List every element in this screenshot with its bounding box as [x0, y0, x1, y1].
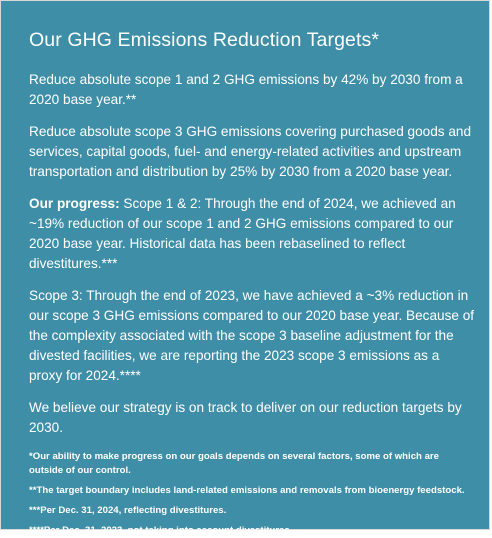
progress-scope-1-2-text: Scope 1 & 2: Through the end of 2024, we achieved an ~19% reduction of our scope 1 and 2 GHG emissions compared to our 2020 base year. Historical data has been rebaselined to reflect divestitures.***	[29, 196, 456, 271]
progress-label: Our progress:	[29, 196, 120, 211]
panel-title: Our GHG Emissions Reduction Targets*	[29, 29, 380, 51]
target-scope-1-2: Reduce absolute scope 1 and 2 GHG emissions by 42% by 2030 from a 2020 base year.**	[29, 72, 463, 107]
footnote: ****Per Dec. 31, 2023, not taking into account divestitures.	[29, 525, 293, 536]
footnote: **The target boundary includes land-related emissions and removals from bioenergy feedstock.	[29, 485, 465, 496]
outlook-statement: We believe our strategy is on track to deliver on our reduction targets by 2030.	[29, 400, 462, 435]
footnotes	[29, 450, 475, 538]
footnote: *Our ability to make progress on our goals depends on several factors, some of which are outside of our control.	[29, 451, 439, 476]
progress-scope-3: Scope 3: Through the end of 2023, we have achieved a ~3% reduction in our scope 3 GHG emissions compared to our 2020 base year. Because of the complexity associated with the scope 3 baseline adjustment for the divested facilities, we are reporting the 2023 scope 3 emissions as a proxy for 2024.****	[29, 288, 475, 383]
footnote: ***Per Dec. 31, 2024, reflecting divestitures.	[29, 505, 227, 516]
progress-scope-1-2	[29, 194, 475, 274]
target-scope-3: Reduce absolute scope 3 GHG emissions covering purchased goods and services, capital goods, fuel- and energy-related activities and upstream transportation and distribution by 25% by 2030 from a 2020 base year.	[29, 124, 472, 179]
